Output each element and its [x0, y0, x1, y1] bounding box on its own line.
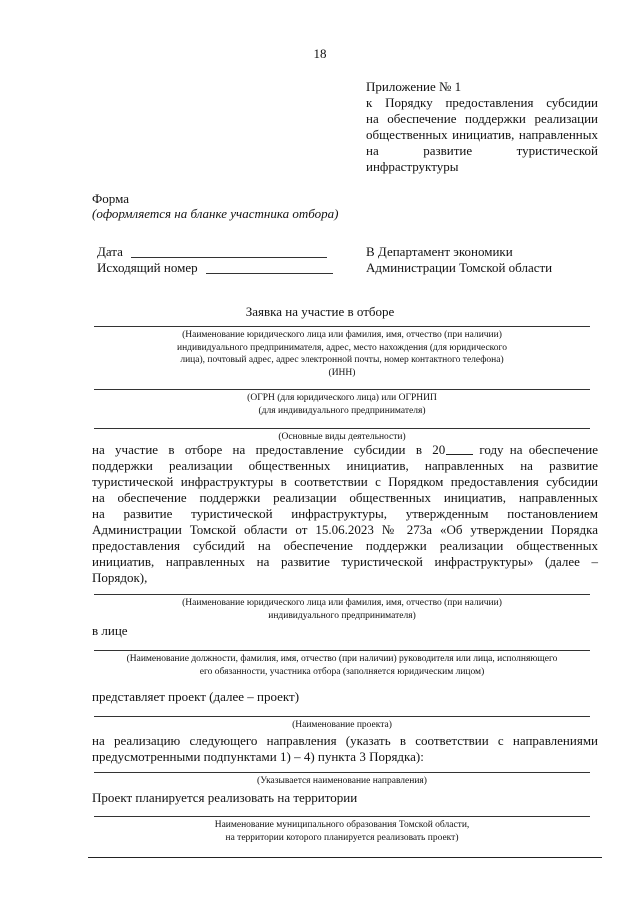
recipient-line-1: В Департамент экономики	[366, 244, 513, 259]
represents-project-text: представляет проект (далее – проект)	[92, 689, 300, 704]
caption-line: индивидуального предпринимателя)	[268, 610, 416, 621]
activities-line[interactable]	[94, 428, 590, 429]
appendix-block	[366, 79, 598, 175]
date-label: Дата	[97, 244, 123, 259]
caption-line: (для индивидуального предпринимателя)	[258, 405, 426, 416]
body-line: туристической инфраструктуры в соответствии с Порядком предоставления субсидии	[92, 474, 598, 489]
representative-line[interactable]	[94, 650, 590, 651]
body-line: поддержки реализации общественных инициатив, направленных на развитие	[92, 458, 598, 473]
outgoing-number-field-line[interactable]	[206, 273, 333, 274]
body-line-1	[92, 442, 598, 458]
caption-line: индивидуального предпринимателя, адрес, место нахождения (для юридического	[177, 342, 507, 353]
municipality-caption	[94, 819, 590, 844]
document-title: Заявка на участие в отборе	[245, 304, 395, 319]
caption-line: (Наименование юридического лица или фамилия, имя, отчество (при наличии)	[182, 598, 502, 608]
appendix-line: на обеспечение поддержки реализации	[366, 111, 598, 126]
body-line: Администрации Томской области от 15.06.2023 № 273а «Об утверждении Порядка	[92, 522, 598, 537]
ogrn-line[interactable]	[94, 389, 590, 390]
body-line: на развитие туристической инфраструктуры, утвержденным постановлением	[92, 506, 598, 521]
bottom-divider	[88, 857, 602, 858]
direction-name-line[interactable]	[94, 772, 590, 773]
caption-line: его обязанности, участника отбора (заполняется юридическим лицом)	[199, 666, 485, 677]
body-line: предоставления субсидий на обеспечение поддержки реализации общественных	[92, 538, 598, 553]
caption-line: (ИНН)	[328, 367, 356, 378]
recipient-line-2: Администрации Томской области	[366, 260, 553, 275]
direction-name-caption: (Указывается наименование направления)	[257, 776, 427, 786]
outgoing-number-label: Исходящий номер	[97, 260, 198, 275]
caption-line: (Наименование юридического лица или фамилия, имя, отчество (при наличии)	[182, 330, 502, 340]
project-name-line[interactable]	[94, 716, 590, 717]
body-line: инициатив, направленных на развитие туристической инфраструктуры» (далее –	[92, 554, 598, 569]
appendix-title: Приложение № 1	[366, 79, 462, 94]
representative-caption	[90, 653, 594, 678]
form-label: Форма	[92, 191, 129, 206]
activities-caption: (Основные виды деятельности)	[278, 432, 406, 442]
territory-text: Проект планируется реализовать на территории	[92, 790, 358, 805]
direction-text	[92, 733, 598, 765]
applicant-name-line[interactable]	[94, 326, 590, 327]
appendix-line: инфраструктуры	[366, 159, 459, 174]
organization-name-caption	[94, 597, 590, 622]
direction-line-2: предусмотренными подпунктами 1) – 4) пункта 3 Порядка):	[92, 749, 424, 764]
caption-line: (ОГРН (для юридического лица) или ОГРНИП	[247, 393, 437, 403]
project-name-caption: (Наименование проекта)	[292, 720, 392, 730]
body-line-1-start: на участие в отборе на предоставление субсидии в 20	[92, 442, 446, 457]
organization-name-line[interactable]	[94, 594, 590, 595]
appendix-line: на развитие туристической	[366, 143, 598, 158]
applicant-name-caption	[94, 329, 590, 379]
body-line: на обеспечение поддержки реализации общественных инициатив, направленных	[92, 490, 598, 505]
caption-line: (Наименование должности, фамилия, имя, отчество (при наличии) руководителя или лица, исполняющего	[126, 654, 558, 664]
caption-line: Наименование муниципального образования Томской области,	[214, 820, 470, 830]
appendix-line: к Порядку предоставления субсидии	[366, 95, 598, 110]
body-line-1-end: году на обеспечение	[479, 442, 598, 457]
appendix-line: общественных инициатив, направленных	[366, 127, 598, 142]
body-paragraph	[92, 442, 598, 586]
municipality-line[interactable]	[94, 816, 590, 817]
ogrn-caption	[94, 392, 590, 417]
date-field-line[interactable]	[131, 257, 327, 258]
year-blank[interactable]	[446, 442, 473, 455]
body-line-last: Порядок),	[92, 570, 148, 585]
caption-line: на территории которого планируется реализовать проект)	[225, 832, 459, 843]
direction-line-1: на реализацию следующего направления (указать в соответствии с направлениями	[92, 733, 598, 748]
caption-line: лица), почтовый адрес, адрес электронной почты, номер контактного телефона)	[180, 355, 504, 365]
page-number: 18	[313, 46, 327, 61]
in-person-label: в лице	[92, 623, 128, 638]
form-note: (оформляется на бланке участника отбора)	[92, 206, 339, 221]
